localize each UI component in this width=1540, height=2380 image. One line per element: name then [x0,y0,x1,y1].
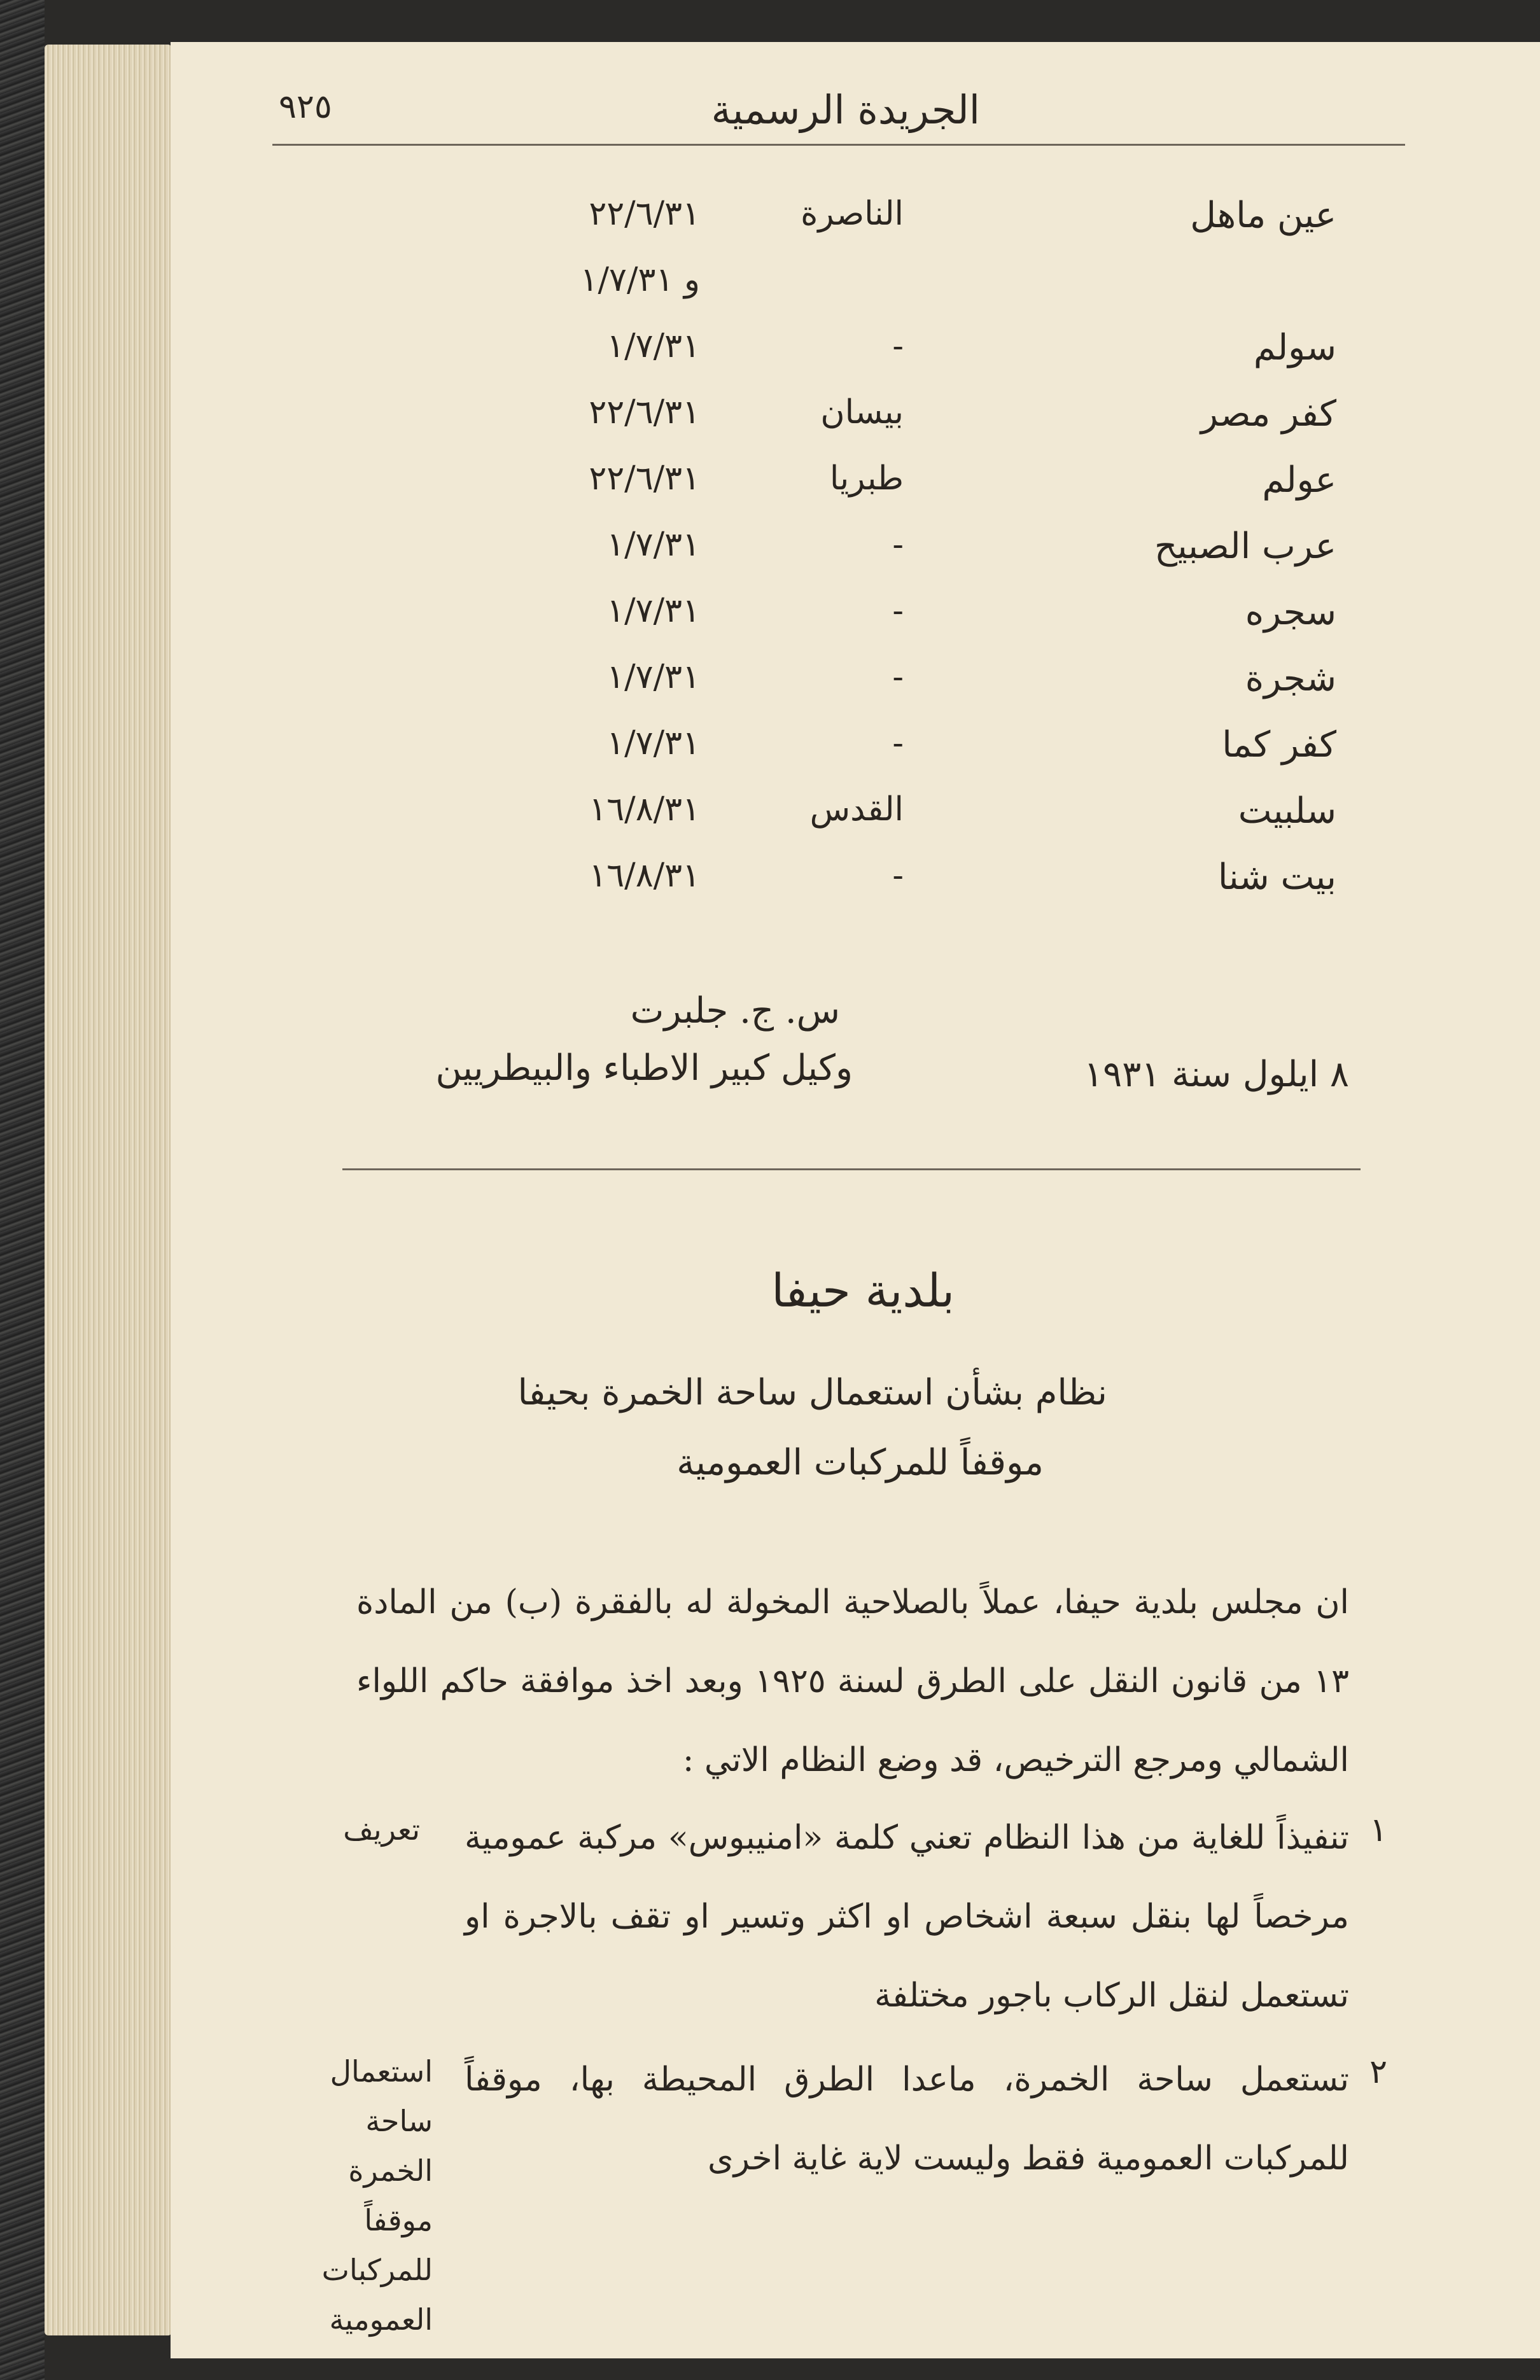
margin-note: تعريف [343,1812,420,1847]
table-cell-district: - [892,526,904,564]
table-row [171,393,1540,463]
table-cell-date: ١/٧/٣١ [606,526,700,564]
table-row [171,724,1540,794]
header-rule [272,144,1405,146]
table-row [171,526,1540,596]
clause-text: تستعمل ساحة الخمرة، ماعدا الطرق المحيطة بها، موقفاً للمركبات العمومية فقط وليست لاية غاية اخرى [465,2061,1349,2178]
table-cell-date: ١٦/٨/٣١ [589,790,700,829]
table-cell-date: و ١/٧/٣١ [580,261,700,299]
table-cell-village: كفر كما [1222,724,1336,766]
table-cell-district: طبريا [829,459,904,498]
table-row [171,261,1540,331]
clause-text: تنفيذاً للغاية من هذا النظام تعني كلمة «امنيبوس» مركبة عمومية مرخصاً لها بنقل سبعة اشخاص او اكثر وتسير او تقف بالاجرة او تستعمل لنقل الركاب باجور مختلفة [465,1819,1349,2015]
table-row [171,195,1540,265]
table-cell-date: ١٦/٨/٣١ [589,857,700,895]
intro-paragraph: ان مجلس بلدية حيفا، عملاً بالصلاحية المخولة له بالفقرة (ب) من المادة ١٣ من قانون النقل على الطرق لسنة ١٩٢٥ وبعد اخذ موافقة حاكم اللواء الشمالي ومرجع الترخيص، قد وضع النظام الاتي : [356,1583,1350,1779]
table-row [171,592,1540,662]
section-divider [342,1168,1361,1170]
signature-date: ٨ ايلول سنة ١٩٣١ [1084,1054,1349,1095]
table-row [171,658,1540,728]
table-cell-village: عين ماهل [1190,195,1336,236]
table-cell-district: - [892,658,904,696]
table-cell-village: عرب الصبيح [1154,526,1336,567]
table-cell-date: ٢٢/٦/٣١ [589,195,700,233]
table-cell-date: ١/٧/٣١ [606,658,700,696]
table-cell-village: سلبيت [1238,790,1336,832]
page-edges [45,45,172,2335]
table-cell-date: ٢٢/٦/٣١ [589,393,700,431]
table-cell-date: ١/٧/٣١ [606,592,700,630]
table-cell-village: كفر مصر [1200,393,1336,435]
document-page [171,42,1540,2358]
section-subtitle-line1: نظام بشأن استعمال ساحة الخمرة بحيفا [517,1372,1107,1413]
table-cell-district: - [892,327,904,365]
table-cell-district: بيسان [820,393,904,431]
table-cell-village: شجرة [1245,658,1336,699]
table-cell-village: سجره [1245,592,1336,633]
table-cell-village: سولم [1253,327,1336,368]
running-header-title: الجريدة الرسمية [711,87,980,133]
signatory-role: وكيل كبير الاطباء والبيطريين [435,1047,853,1089]
table-cell-date: ١/٧/٣١ [606,327,700,365]
table-cell-village: عولم [1262,459,1336,501]
section-title: بلدية حيفا [771,1264,955,1317]
table-cell-district: الناصرة [801,195,904,233]
page-number: ٩٢٥ [279,88,332,126]
table-cell-district: - [892,592,904,630]
clause-number: ١ [1369,1811,1387,1849]
clause-number: ٢ [1369,2053,1387,2091]
table-cell-village: بيت شنا [1217,857,1336,898]
section-subtitle-line2: موقفاً للمركبات العمومية [676,1442,1044,1483]
table-cell-date: ٢٢/٦/٣١ [589,459,700,498]
table-cell-district: - [892,724,904,762]
table-cell-date: ١/٧/٣١ [606,724,700,762]
table-row [171,327,1540,397]
table-cell-district: القدس [809,790,904,829]
table-cell-district: - [892,857,904,895]
book-spine [0,0,45,2380]
table-row [171,459,1540,529]
table-row [171,857,1540,927]
signatory-name: س. ج. جلبرت [630,990,840,1032]
table-row [171,790,1540,860]
margin-note: استعمال ساحة الخمرة موقفاً للمركبات العمومية [321,2054,433,2337]
